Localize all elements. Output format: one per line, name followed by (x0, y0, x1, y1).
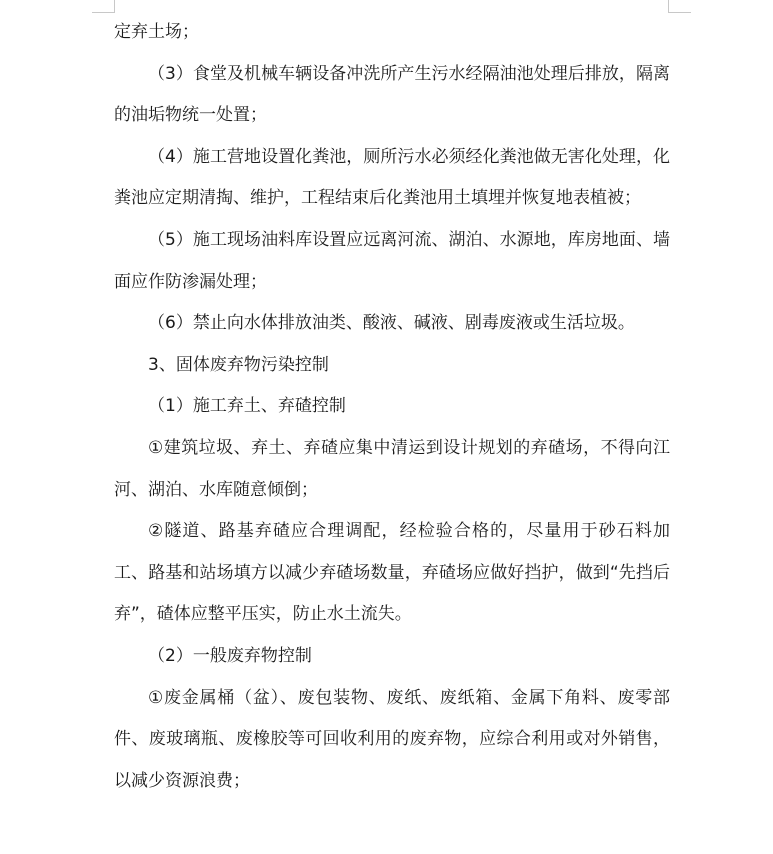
subheading-spoil-control: （1）施工弃土、弃碴控制 (148, 396, 346, 417)
paragraph-canteen-wastewater: （3）食堂及机械车辆设备冲洗所产生污水经隔油池处理后排放，隔离的油垢物统一处置； (114, 63, 670, 126)
paragraph-septic-tank: （4）施工营地设置化粪池，厕所污水必须经化粪池做无害化处理，化粪池应定期清掏、维护，工程结束后化粪池用土填埋并恢复地表植被； (114, 146, 670, 209)
paragraph-no-discharge: （6）禁止向水体排放油类、酸液、碱液、剧毒废液或生活垃圾。 (148, 313, 635, 334)
paragraph-tunnel-spoil: ②隧道、路基弃碴应合理调配，经检验合格的，尽量用于砂石料加工、路基和站场填方以减少弃碴场数量，弃碴场应做好挡护，做到“先挡后弃”，碴体应整平压实，防止水土流失。 (114, 521, 670, 625)
document-page (114, 12, 670, 802)
crop-mark-right (668, 0, 691, 13)
paragraph-construction-waste: ①建筑垃圾、弃土、弃碴应集中清运到设计规划的弃碴场，不得向江河、湖泊、水库随意倾倒； (114, 437, 670, 500)
crop-mark-left (92, 0, 115, 13)
paragraph-recyclables: ①废金属桶（盆）、废包装物、废纸、废纸箱、金属下角料、废零部件、废玻璃瓶、废橡胶等可回收利用的废弃物，应综合利用或对外销售，以减少资源浪费； (114, 687, 670, 791)
paragraph-spoil-site-end: 定弃土场； (114, 22, 199, 42)
paragraph-oil-depot: （5）施工现场油料库设置应远离河流、湖泊、水源地，库房地面、墙面应作防渗漏处理； (114, 229, 670, 292)
subheading-general-waste: （2）一般废弃物控制 (148, 645, 312, 666)
heading-solid-waste-control: 3、固体废弃物污染控制 (148, 354, 329, 375)
